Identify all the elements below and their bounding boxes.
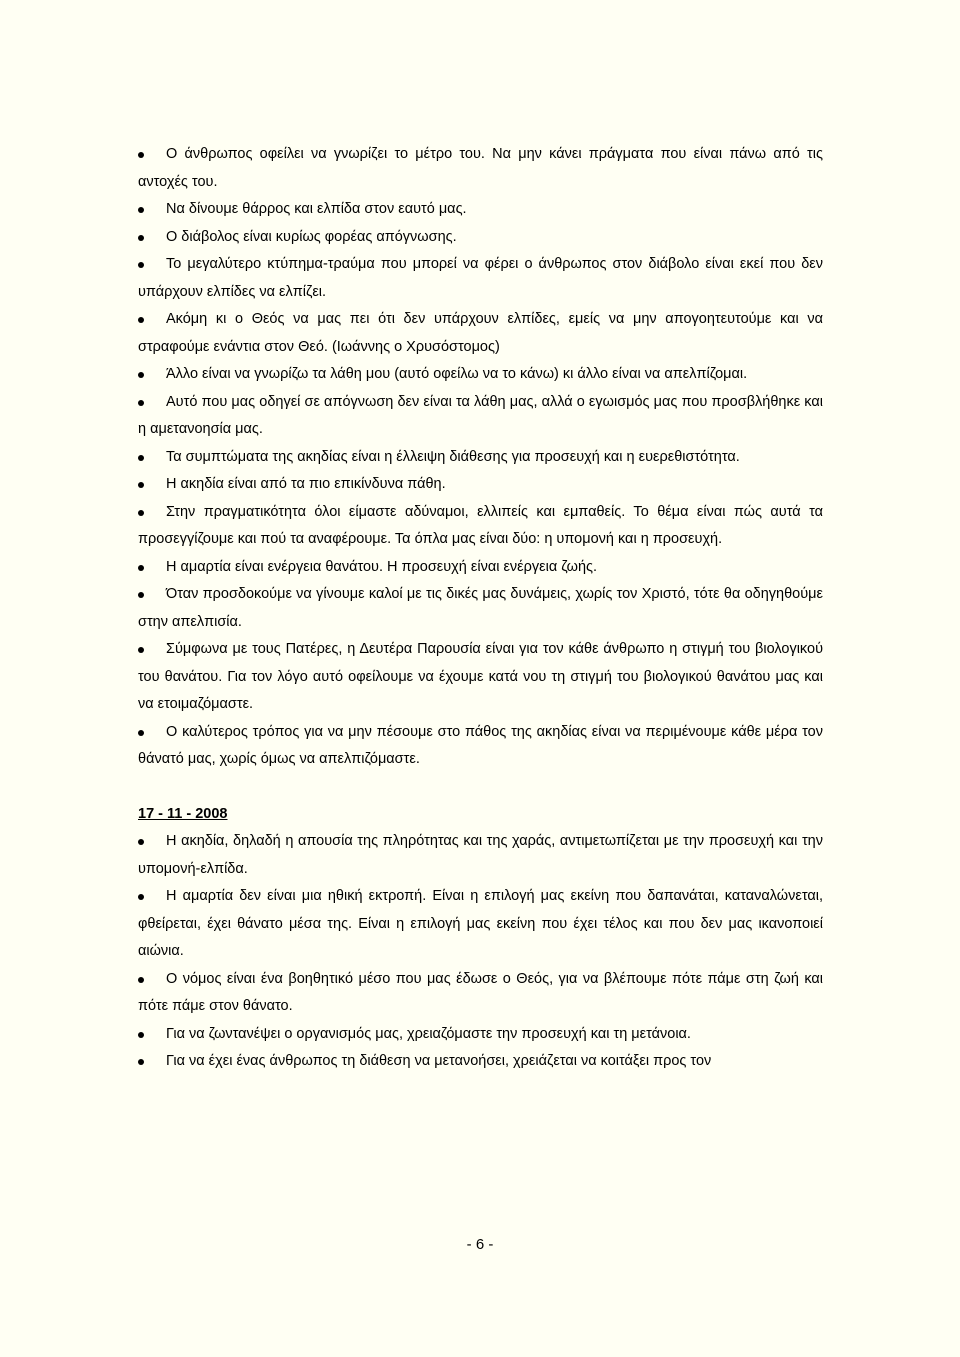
bullet-icon — [138, 839, 144, 845]
bullet-icon — [138, 894, 144, 900]
list-item-text: Η ακηδία, δηλαδή η απουσία της πληρότητας και της χαράς, αντιμετωπίζεται με την προσευχή και την υπομονή-ελπίδα. — [138, 833, 823, 877]
bullet-icon — [138, 372, 144, 378]
list-item-text: Το μεγαλύτερο κτύπημα-τραύμα που μπορεί να φέρει ο άνθρωπος στον διάβολο είναι εκεί που δεν υπάρχουν ελπίδες να ελπίζει. — [138, 256, 823, 300]
bullet-icon — [138, 235, 144, 241]
list-item-text: Ο νόμος είναι ένα βοηθητικό μέσο που μας έδωσε ο Θεός, για να βλέπουμε πότε πάμε στη ζωή και πότε πάμε στον θάνατο. — [138, 970, 823, 1014]
list-item — [138, 636, 823, 719]
bullet-icon — [138, 400, 144, 406]
bullet-icon — [138, 565, 144, 571]
list-item-text: Η αμαρτία είναι ενέργεια θανάτου. Η προσευχή είναι ενέργεια ζωής. — [166, 558, 598, 575]
list-item — [138, 499, 823, 554]
page-number: - 6 - — [466, 1236, 494, 1253]
list-item — [138, 389, 823, 444]
list-item — [138, 966, 823, 1021]
list-item-text: Για να έχει ένας άνθρωπος τη διάθεση να μετανοήσει, χρειάζεται να κοιτάξει προς τον — [166, 1053, 712, 1069]
bullet-icon — [138, 262, 144, 268]
list-item-text: Άλλο είναι να γνωρίζω τα λάθη μου (αυτό οφείλω να το κάνω) κι άλλο είναι να απελπίζομαι. — [166, 366, 748, 382]
list-item-text: Στην πραγματικότητα όλοι είμαστε αδύναμοι, ελλιπείς και εμπαθείς. Το θέμα είναι πώς αυτά τα προσεγγίζουμε και πού τα αναφέρουμε. Τα όπλα μας είναι δύο: η υπομονή και η προσευχή. — [138, 503, 823, 547]
bullet-list-2 — [138, 828, 823, 1076]
bullet-icon — [138, 510, 144, 516]
bullet-icon — [138, 317, 144, 323]
list-item — [138, 1048, 823, 1076]
list-item — [138, 196, 823, 224]
list-item — [138, 306, 823, 361]
bullet-icon — [138, 730, 144, 736]
bullet-list-1 — [138, 141, 823, 774]
list-item-text: Σύμφωνα με τους Πατέρες, η Δευτέρα Παρουσία είναι για τον κάθε άνθρωπο η στιγμή του βιολογικού του θανάτου. Για τον λόγο αυτό οφείλουμε να έχουμε κατά νου τη στιγμή του βιολογικού θανάτου μας και να ετοιμαζόμαστε. — [138, 641, 823, 712]
list-item-text: Ο άνθρωπος οφείλει να γνωρίζει το μέτρο του. Να μην κάνει πράγματα που είναι πάνω από τις αντοχές του. — [138, 146, 823, 190]
list-item — [138, 361, 823, 389]
list-item — [138, 581, 823, 636]
list-item — [138, 554, 823, 582]
list-item-text: Ο καλύτερος τρόπος για να μην πέσουμε στο πάθος της ακηδίας είναι να περιμένουμε κάθε μέρα τον θάνατό μας, χωρίς όμως να απελπιζόμαστε. — [138, 723, 823, 767]
date-heading: 17 - 11 - 2008 — [138, 805, 228, 822]
list-item-text: Η αμαρτία δεν είναι μια ηθική εκτροπή. Είναι η επιλογή μας εκείνη που δαπανάται, καταναλώνεται, φθείρεται, έχει θάνατο μέσα της. Είναι η επιλογή μας εκείνη που έχει τέλος και που δεν μας ικανοποιεί αιώνια. — [138, 888, 823, 959]
bullet-icon — [138, 977, 144, 983]
list-item — [138, 719, 823, 774]
page-content — [138, 141, 823, 1076]
list-item — [138, 251, 823, 306]
list-item — [138, 1021, 823, 1049]
bullet-icon — [138, 152, 144, 158]
list-item — [138, 141, 823, 196]
list-item-text: Για να ζωντανέψει ο οργανισμός μας, χρειαζόμαστε την προσευχή και τη μετάνοια. — [166, 1025, 691, 1042]
list-item — [138, 224, 823, 252]
bullet-icon — [138, 482, 144, 488]
list-item-text: Η ακηδία είναι από τα πιο επικίνδυνα πάθη. — [166, 476, 446, 492]
list-item-text: Ο διάβολος είναι κυρίως φορέας απόγνωσης. — [166, 228, 457, 245]
list-item-text: Να δίνουμε θάρρος και ελπίδα στον εαυτό μας. — [166, 201, 467, 217]
list-item-text: Αυτό που μας οδηγεί σε απόγνωση δεν είναι τα λάθη μας, αλλά ο εγωισμός μας που προσβλήθηκε και η αμετανοησία μας. — [138, 393, 823, 437]
bullet-icon — [138, 1059, 144, 1065]
bullet-icon — [138, 647, 144, 653]
list-item — [138, 828, 823, 883]
list-item-text: Όταν προσδοκούμε να γίνουμε καλοί με τις δικές μας δυνάμεις, χωρίς τον Χριστό, τότε θα οδηγηθούμε στην απελπισία. — [138, 586, 823, 630]
bullet-icon — [138, 207, 144, 213]
bullet-icon — [138, 1032, 144, 1038]
list-item-text: Ακόμη κι ο Θεός να μας πει ότι δεν υπάρχουν ελπίδες, εμείς να μην απογοητευτούμε και να στραφούμε ενάντια στον Θεό. (Ιωάννης ο Χρυσόστομος) — [138, 311, 823, 355]
list-item — [138, 883, 823, 966]
bullet-icon — [138, 455, 144, 461]
list-item — [138, 471, 823, 499]
list-item — [138, 444, 823, 472]
list-item-text: Τα συμπτώματα της ακηδίας είναι η έλλειψη διάθεσης για προσευχή και η ευερεθιστότητα. — [166, 448, 740, 465]
bullet-icon — [138, 592, 144, 598]
